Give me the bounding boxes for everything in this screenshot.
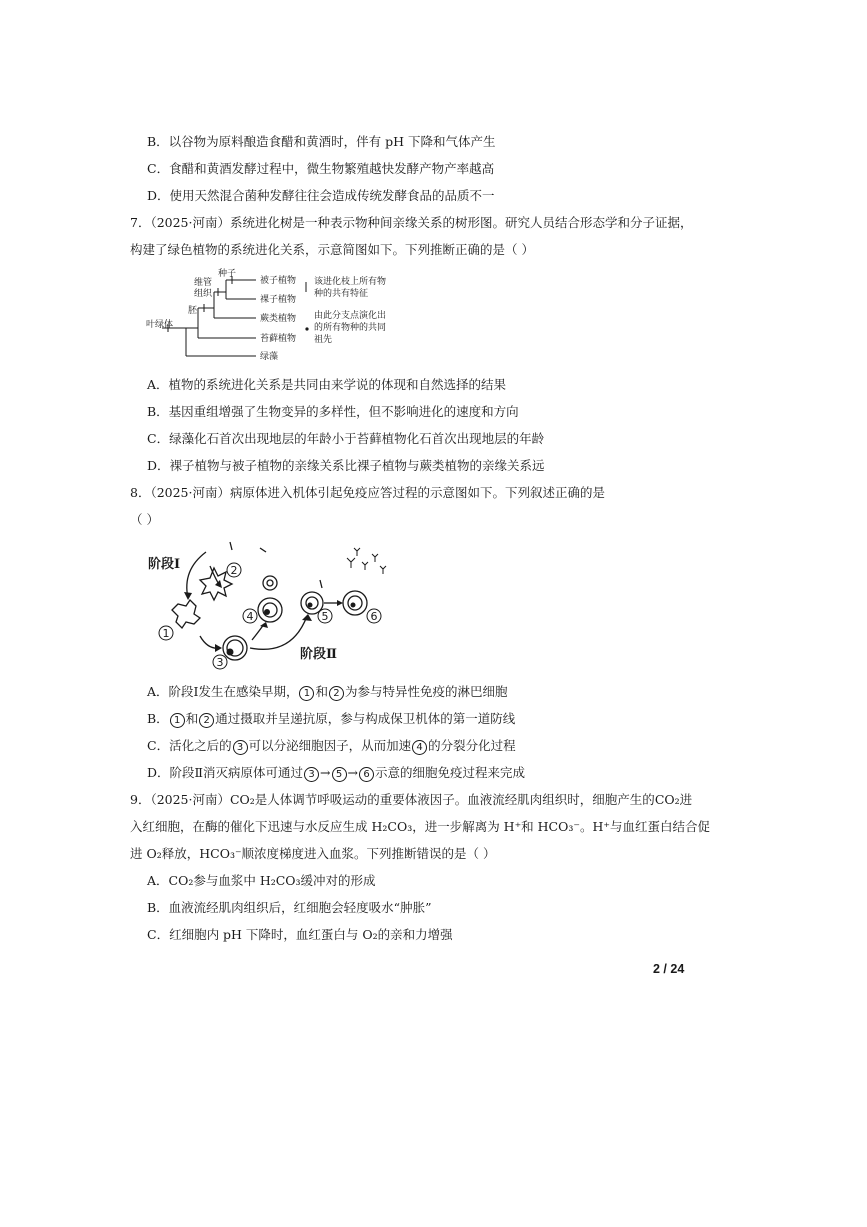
q8-option-b-text-3: 通过摄取并呈递抗原，参与构成保卫机体的第一道防线 <box>215 711 516 726</box>
node-label-chloroplast: 叶绿体 <box>146 320 174 330</box>
figure-label-6: 6 <box>370 610 378 623</box>
circled-number-1: 1 <box>170 713 185 728</box>
figure-label-4: 4 <box>246 610 254 623</box>
circled-number-5: 5 <box>332 767 347 782</box>
legend-bar-text-1: 该进化枝上所有物 <box>314 277 387 287</box>
q8-option-b-text-2: 和 <box>185 711 199 726</box>
q8-option-d-text-2: 示意的细胞免疫过程来完成 <box>375 765 526 780</box>
figure-label-2: 2 <box>230 564 238 577</box>
arrow-icon: → <box>320 765 331 780</box>
circled-number-1: 1 <box>299 686 314 701</box>
figure-label-3: 3 <box>216 656 224 669</box>
circled-number-6: 6 <box>359 767 374 782</box>
q7-stem-line1: 7．（2025·河南）系统进化树是一种表示物种间亲缘关系的树形图。研究人员结合形态学和分子证据， <box>130 215 693 230</box>
q8-stem-line1: 8．（2025·河南）病原体进入机体引起免疫应答过程的示意图如下。下列叙述正确的是 <box>130 485 605 500</box>
q7-option-a: A．植物的系统进化关系是共同由来学说的体现和自然选择的结果 <box>147 377 507 392</box>
node-label-vascular-1: 维管 <box>194 278 213 288</box>
q8-option-c-text-2: 可以分泌细胞因子，从而加速 <box>248 738 412 753</box>
q7-option-d: D．裸子植物与被子植物的亲缘关系比裸子植物与蕨类植物的亲缘关系远 <box>147 458 545 473</box>
node-label-seed: 种子 <box>218 269 237 279</box>
taxon-moss: 苔藓植物 <box>260 334 297 344</box>
taxon-fern: 蕨类植物 <box>260 314 297 324</box>
q6-option-d: D．使用天然混合菌种发酵往往会造成传统发酵食品的品质不一 <box>147 188 495 203</box>
q8-option-c-text-3: 的分裂分化过程 <box>428 738 516 753</box>
q7-stem-line2: 构建了绿色植物的系统进化关系，示意简图如下。下列推断正确的是（ ） <box>130 242 534 257</box>
q8-option-b-text-1: B． <box>147 711 169 726</box>
taxon-gymnosperm: 裸子植物 <box>260 295 297 305</box>
q8-option-d <box>147 765 525 782</box>
q8-option-a-text-1: A．阶段Ⅰ发生在感染早期， <box>147 684 299 699</box>
taxon-angiosperm: 被子植物 <box>260 276 297 286</box>
legend-dot-text-2: 的所有物种的共同 <box>314 323 387 333</box>
circled-number-4: 4 <box>412 740 427 755</box>
legend-dot-text-3: 祖先 <box>314 335 333 345</box>
q9-stem-line1: 9．（2025·河南）CO₂是人体调节呼吸运动的重要体液因子。血液流经肌肉组织时，细胞产生的CO₂进 <box>130 792 693 807</box>
page-number: 2 / 24 <box>653 962 685 976</box>
phylogenetic-tree-figure <box>146 268 396 368</box>
q8-option-b <box>147 711 515 728</box>
q7-option-c: C．绿藻化石首次出现地层的年龄小于苔藓植物化石首次出现地层的年龄 <box>147 431 545 446</box>
legend-dot-text-1: 由此分支点演化出 <box>314 311 387 321</box>
circled-number-3: 3 <box>304 767 319 782</box>
q8-option-c-text-1: C．活化之后的 <box>147 738 232 753</box>
legend-dot-icon <box>305 327 308 330</box>
stage-2-label: 阶段Ⅱ <box>300 647 337 662</box>
arrow-icon: → <box>347 765 358 780</box>
q9-stem-line3: 进 O₂释放，HCO₃⁻顺浓度梯度进入血浆。下列推断错误的是（ ） <box>130 846 496 861</box>
q9-option-a: A．CO₂参与血浆中 H₂CO₃缓冲对的形成 <box>147 873 376 888</box>
q9-option-b: B．血液流经肌肉组织后，红细胞会轻度吸水“肿胀” <box>147 900 432 915</box>
q8-option-c <box>147 738 516 755</box>
circled-number-3: 3 <box>233 740 248 755</box>
taxon-green-algae: 绿藻 <box>260 352 279 362</box>
stage-1-label: 阶段Ⅰ <box>148 557 181 572</box>
q8-option-a-text-3: 为参与特异性免疫的淋巴细胞 <box>344 684 508 699</box>
q9-stem-line2: 入红细胞，在酶的催化下迅速与水反应生成 H₂CO₃，进一步解离为 H⁺和 HCO₃⁻。H⁺与血红蛋白结合促 <box>130 819 710 834</box>
q8-stem-line2: （ ） <box>130 512 159 527</box>
q7-option-b: B．基因重组增强了生物变异的多样性，但不影响进化的速度和方向 <box>147 404 519 419</box>
legend-bar-text-2: 种的共有特征 <box>314 289 369 299</box>
node-label-vascular-2: 组织 <box>194 289 213 299</box>
circled-number-2: 2 <box>199 713 214 728</box>
circled-number-2: 2 <box>329 686 344 701</box>
q8-option-a <box>147 684 508 701</box>
figure-label-1: 1 <box>162 627 170 640</box>
immune-response-figure <box>142 540 392 670</box>
q6-option-b: B．以谷物为原料酿造食醋和黄酒时，伴有 pH 下降和气体产生 <box>147 134 496 149</box>
node-label-embryo: 胚 <box>188 306 198 316</box>
q9-option-c: C．红细胞内 pH 下降时，血红蛋白与 O₂的亲和力增强 <box>147 927 453 942</box>
q8-option-d-text-1: D．阶段Ⅱ消灭病原体可通过 <box>147 765 304 780</box>
figure-label-5: 5 <box>321 610 329 623</box>
q8-option-a-text-2: 和 <box>315 684 328 699</box>
q6-option-c: C．食醋和黄酒发酵过程中，微生物繁殖越快发酵产物产率越高 <box>147 161 495 176</box>
